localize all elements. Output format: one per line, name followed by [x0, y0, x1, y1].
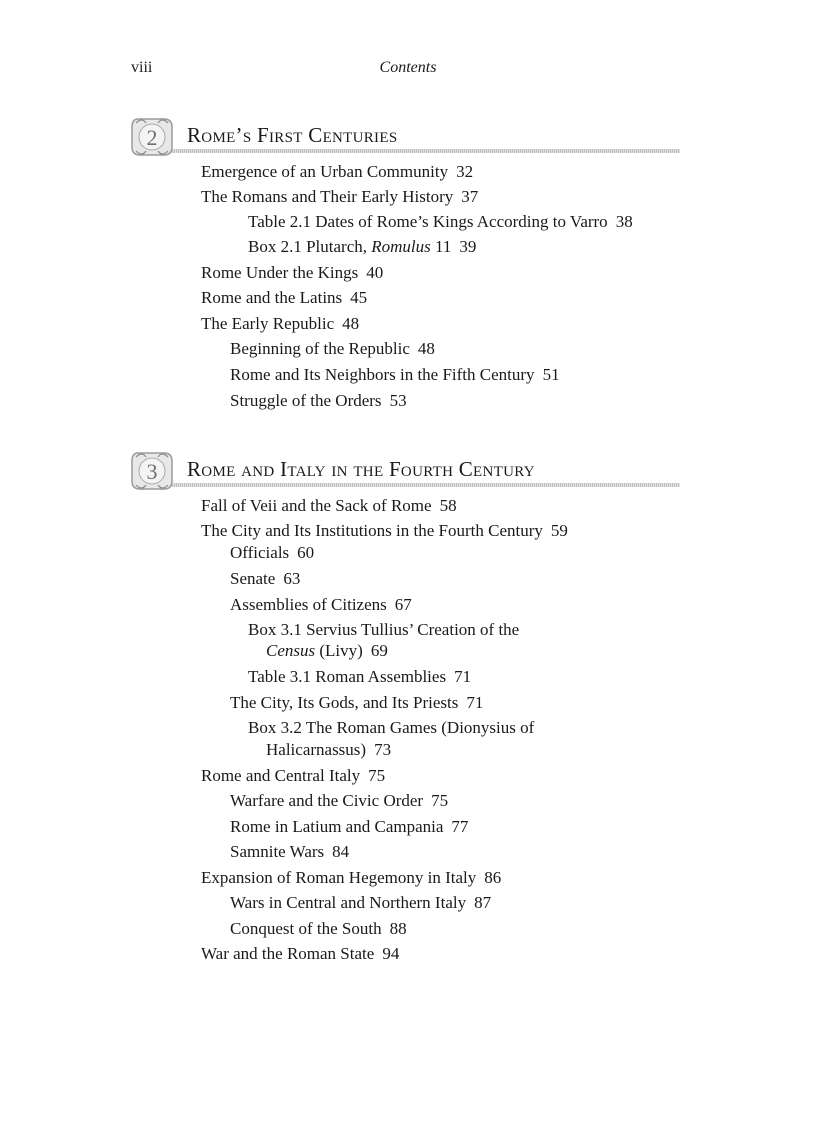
chapter-title: Rome and Italy in the Fourth Century [187, 457, 535, 481]
toc-entry[interactable] [201, 496, 457, 516]
toc-entry[interactable] [201, 944, 399, 964]
entry-text: The Early Republic [201, 314, 335, 333]
toc-entry[interactable] [248, 212, 633, 232]
entry-page: 84 [332, 842, 350, 861]
toc-entry[interactable] [248, 237, 476, 257]
toc-entry-continuation[interactable] [266, 641, 388, 661]
entry-text-italic: Census [266, 641, 316, 660]
entry-page: 32 [456, 162, 474, 181]
entry-page: 67 [394, 595, 412, 614]
entry-text: Table 2.1 Dates of Rome’s Kings According to Varro [248, 212, 608, 231]
entry-page: 71 [466, 693, 484, 712]
toc-entry[interactable] [248, 667, 471, 687]
toc-entry[interactable] [201, 187, 478, 207]
entry-text: Senate [230, 569, 276, 588]
entry-text: The City, Its Gods, and Its Priests [230, 693, 459, 712]
entry-page: 94 [382, 944, 400, 963]
entry-text: Rome Under the Kings [201, 263, 359, 282]
toc-entry[interactable] [230, 693, 483, 713]
entry-text: Halicarnassus) [266, 740, 367, 759]
chapter-heading [128, 447, 680, 497]
chapter-rule [172, 149, 680, 153]
entry-page: 45 [350, 288, 368, 307]
entry-text: (Livy) [315, 641, 363, 660]
entry-page: 71 [454, 667, 472, 686]
entry-page: 38 [615, 212, 633, 231]
chapter-number: 2 [146, 125, 158, 150]
entry-text: Rome and the Latins [201, 288, 343, 307]
toc-entry[interactable] [230, 365, 560, 385]
toc-entry[interactable] [201, 288, 367, 308]
toc-entry[interactable] [201, 263, 383, 283]
entry-text: Assemblies of Citizens [230, 595, 387, 614]
entry-page: 59 [550, 521, 568, 540]
entry-text: The Romans and Their Early History [201, 187, 454, 206]
entry-text: 11 [430, 237, 452, 256]
entry-text: The City and Its Institutions in the Fourth Century [201, 521, 543, 540]
entry-page: 77 [451, 817, 469, 836]
toc-entry-continuation[interactable] [266, 740, 391, 760]
entry-text: Wars in Central and Northern Italy [230, 893, 467, 912]
toc-entry[interactable] [230, 339, 435, 359]
entry-text: Box 3.2 The Roman Games (Dionysius of [248, 718, 535, 737]
entry-page: 53 [389, 391, 407, 410]
running-head: Contents [379, 59, 437, 76]
toc-entry[interactable] [230, 391, 407, 411]
toc-entry[interactable] [201, 766, 385, 786]
entry-text: Box 3.1 Servius Tullius’ Creation of the [248, 620, 520, 639]
toc-entry[interactable] [201, 521, 568, 541]
entry-text: Expansion of Roman Hegemony in Italy [201, 868, 477, 887]
entry-page: 48 [417, 339, 435, 358]
entry-page: 75 [368, 766, 386, 785]
toc-entry[interactable] [248, 718, 534, 738]
toc-entry[interactable] [230, 893, 491, 913]
entry-page: 75 [431, 791, 449, 810]
entry-page: 37 [461, 187, 479, 206]
entry-text: Samnite Wars [230, 842, 325, 861]
entry-text: Warfare and the Civic Order [230, 791, 424, 810]
entry-text: Struggle of the Orders [230, 391, 382, 410]
toc-entry[interactable] [230, 791, 448, 811]
entry-page: 58 [439, 496, 457, 515]
entry-text: Fall of Veii and the Sack of Rome [201, 496, 432, 515]
entry-page: 69 [370, 641, 388, 660]
toc-entry[interactable] [201, 162, 473, 182]
entry-page: 60 [297, 543, 315, 562]
entry-page: 73 [374, 740, 392, 759]
toc-entry[interactable] [230, 595, 412, 615]
entry-text: Rome and Central Italy [201, 766, 361, 785]
page-number: viii [131, 59, 153, 76]
entry-text: War and the Roman State [201, 944, 375, 963]
chapter-number: 3 [146, 459, 158, 484]
chapter-rule [172, 483, 680, 487]
entry-text: Beginning of the Republic [230, 339, 410, 358]
entry-text: Table 3.1 Roman Assemblies [248, 667, 447, 686]
chapter-heading [128, 113, 680, 163]
toc-entry[interactable] [230, 919, 407, 939]
entry-text-italic: Romulus [371, 237, 431, 256]
toc-entry[interactable] [230, 543, 314, 563]
entry-page: 40 [366, 263, 384, 282]
entry-page: 88 [389, 919, 407, 938]
entry-page: 87 [474, 893, 492, 912]
entry-text: Rome and Its Neighbors in the Fifth Century [230, 365, 535, 384]
toc-entry[interactable] [230, 842, 349, 862]
entry-text: Conquest of the South [230, 919, 382, 938]
entry-page: 63 [283, 569, 301, 588]
toc-entry[interactable] [248, 620, 519, 640]
chapter-title: Rome’s First Centuries [187, 123, 398, 147]
entry-page: 48 [342, 314, 360, 333]
entry-text: Officials [230, 543, 290, 562]
entry-page: 86 [484, 868, 502, 887]
toc-entry[interactable] [230, 817, 468, 837]
toc-entry[interactable] [201, 314, 359, 334]
entry-page: 39 [459, 237, 477, 256]
entry-page: 51 [542, 365, 560, 384]
entry-text: Box 2.1 Plutarch, [248, 237, 372, 256]
entry-text: Emergence of an Urban Community [201, 162, 449, 181]
toc-entry[interactable] [230, 569, 300, 589]
entry-text: Rome in Latium and Campania [230, 817, 444, 836]
toc-entry[interactable] [201, 868, 501, 888]
